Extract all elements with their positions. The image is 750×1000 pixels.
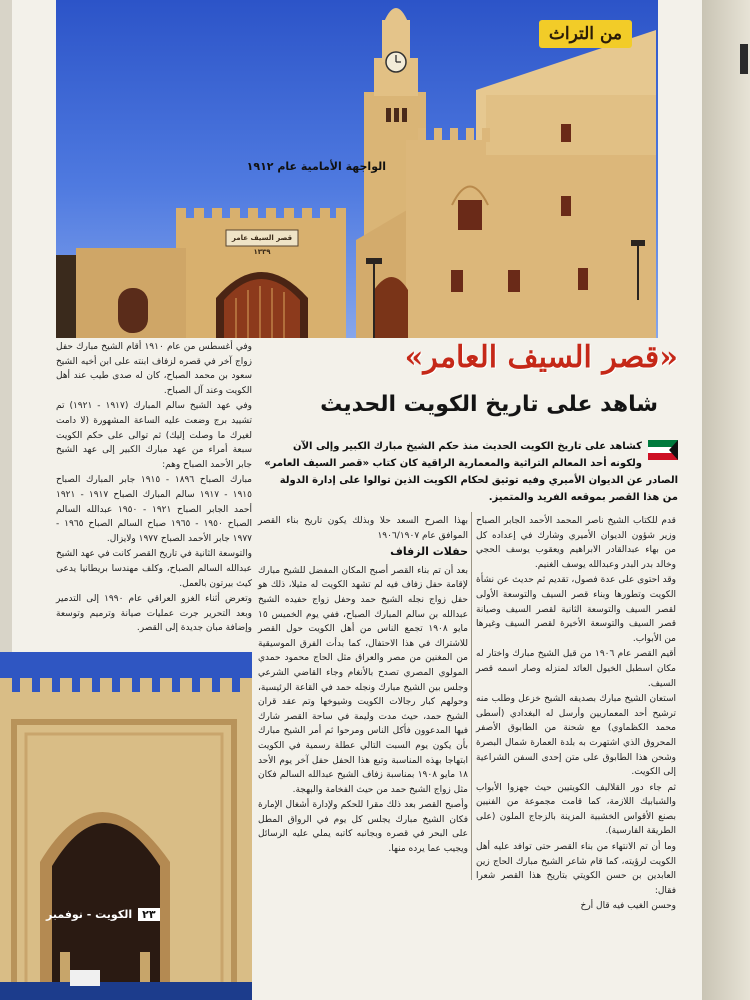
right-paragraph: ثم جاء دور القلاليف الكويتيين حيث جهزوا الأبواب والشبابيك اللازمة، كما قامت مجموعة من الفنيين بصنع الأقواس الخشبية المزينة بالزجاج الملون (على الطريقة الفارسية). [476,782,676,837]
middle-paragraph: وأصبح القصر بعد ذلك مقرا للحكم ولإدارة أشغال الإمارة فكان الشيخ مبارك يجلس كل يوم في الرواق المطل على البحر في قصره وبجانبه كاتبه يملي عليه الرسائل ويجيب عما يرده منها. [258,800,468,855]
left-paragraph: وفي أغسطس من عام ١٩١٠ أقام الشيخ مبارك حفل زواج آخر في قصره لزفاف ابنته على ابن أخيه الشيخ سعود بن محمد الصباح، كان له صدى طيب عند أهل الكويت وعند آل الصباح. [56,342,252,396]
intro-text: كشاهد على تاريخ الكويت الحديث منذ حكم الشيخ مبارك الكبير وإلى الآن ولكونه أحد المعالم التراثية والمعمارية الراقية كان كتاب «قصر السيف العامر» الصادر عن الديوان الأميري وفيه توثيق لحكام الكويت الذين توالوا على إدارة الدولة من هذا القصر بموقعه الفريد والمتميز. [264,441,678,503]
left-text-column [56,340,252,637]
adjacent-page-edge [702,0,750,1000]
poem-date-lines: بهذا الصرح السعد حلا وبذلك يكون تاريخ بناء القصر الموافق عام ١٩٠٦/١٩٠٧ [258,516,468,541]
gate-illustration [0,652,252,1000]
right-paragraph: وقد احتوى على عدة فصول، تقديم ثم حديث عن نشأة الكويت وتطورها وبناء قصر السيف والتوسعة الأولى لقصر السيف والتوسعة الثانية لقصر السيف وصيانة قصر السيف والتوسعة الأخيرة لقصر السيف وغيرها من الأبواب. [476,575,676,644]
article-intro [262,438,678,506]
right-text-column [476,514,676,915]
middle-text-column [258,514,468,858]
right-paragraph: وما أن تم الانتهاء من بناء القصر حتى توافد عليه أهل الكويت لرؤيته، كما قام شاعر الشيخ مبارك الحاج زين العابدين بن حسن الكويتي بتاريخ هذا القصر شعرا فقال: [476,842,676,896]
left-paragraph: وتعرض أثناء الغزو العراقي عام ١٩٩٠ إلى التدمير وبعد التحرير جرت عمليات صيانة وترميم وتوسعة وإضافة مبان جديدة إلى القصر. [56,594,252,634]
heritage-section-badge: من التراث [539,20,632,48]
left-paragraph: والتوسعة الثانية في تاريخ القصر كانت في عهد الشيخ عبدالله السالم الصباح، وكلف مهندسا بريطانيا يدعى كيث بيرتون بالعمل. [56,549,252,589]
gate-sign-text: قصر السيف عامر ١٣٣٩ [231,234,293,256]
weddings-heading: حفلات الزفاف [390,545,468,559]
poem-line: وحسن الغيب فيه قال أرخ [580,901,676,912]
adjacent-page-mark [740,44,748,74]
article-subtitle: شاهد على تاريخ الكويت الحديث [320,392,658,417]
palace-front-photo [56,0,658,338]
middle-paragraph: بعد أن تم بناء القصر أصبح المكان المفضل للشيخ مبارك لإقامة حفل زفاف فيه لم تشهد الكويت له مثيلا، ذلك هو حفل زواج نجله الشيخ حمد وحفل زواج حفيده الشيخ عبدالله بن سالم المبارك الصباح، ففي يوم الخميس ١٥ مايو ١٩٠٨ تجمع الناس من أهل الكويت حول القصر للاشتراك في هذا الاحتفال، كما بدأت الفرق الموسيقية من المغنين من مصر والعراق مثل الحاج محمود حمدي المولوي المصري تصدح بالأنغام وجاء القاضي الشرعي وجلس بين الشيخ مبارك ونجله حمد في القاعة الرئيسية، وحولهم كبار رجالات الكويت وشيوخها وتم عقد قران الشيخ حمد، حيث مدت وليمة في ساحة القصر شارك فيها المدعوون فأكل الناس ومرحوا ثم أمر الشيخ مبارك بأن يكون يوم السبت التالي عطلة رسمية في الكويت ابتهاجا بهذه المناسبة وتبع هذا الحفل حفل آخر يوم الأحد ١٨ مايو ١٩٠٨ بمناسبة زفاف الشيخ عبدالله السالم فكان مثل زواج الشيخ حمد من حيث الفخامة والبهجة. [258,565,469,795]
article-title: «قصر السيف العامر» [404,340,678,375]
page-footer [46,908,160,928]
left-paragraph: وفي عهد الشيخ سالم المبارك (١٩١٧ - ١٩٢١) تم تشييد برج وضعت عليه الساعة المشهورة (لا دامت لغيرك ما وصلت إليك) ثم توالى على حكم الكويت سبعة أمراء من عهد مبارك الكبير إلى عهد الشيخ جابر الأحمد الصباح وهم: [56,401,252,470]
page-number: ٢٣ [138,908,159,921]
palace-gate-photo [0,652,252,1000]
left-paragraph: مبارك الصباح ١٨٩٦ - ١٩١٥ جابر المبارك الصباح ١٩١٥ - ١٩١٧ سالم المبارك الصباح ١٩١٧ - ١٩٢١ أحمد الجابر الصباح ١٩٢١ - ١٩٥٠ عبدالله السالم الصباح ١٩٥٠ - ١٩٦٥ صباح السالم الصباح ١٩٦٥ - ١٩٧٧ جابر الأحمد الصباح ١٩٧٧ ولايزال. [56,475,252,544]
right-paragraph: أقيم القصر عام ١٩٠٦ من قبل الشيخ مبارك واختار له مكان اسطبل الخيول العائد لمنزله وصار اسمه قصر السيف. [476,649,677,689]
photo-caption: الواجهة الأمامية عام ١٩١٢ [246,160,386,173]
right-paragraph: استعان الشيخ مبارك بصديقه الشيخ خزعل وطلب منه ترشيح أحد المعماريين وأرسل له البغدادي (أسطى محمد الكظماوي) مع شحنة من الطابوق الأصفر المحروق الذي اشتهرت به بلدة العمارة شمال البصرة وشحن هذا الطابوق على متن إحدى السفن الشراعية إلى الكويت. [476,694,676,778]
right-paragraph: قدم للكتاب الشيخ ناصر المحمد الأحمد الجابر الصباح وزير شؤون الديوان الأميري وشارك في إعداده كل من بهاء عبدالقادر الابراهيم ويعقوب يوسف الحجي وخالد بدر البدر وعبدالله يوسف الغنيم. [476,516,676,570]
kuwait-flag-icon [648,440,678,460]
magazine-issue-label: الكويت - نوفمبر [46,908,133,921]
column-divider [471,512,472,880]
